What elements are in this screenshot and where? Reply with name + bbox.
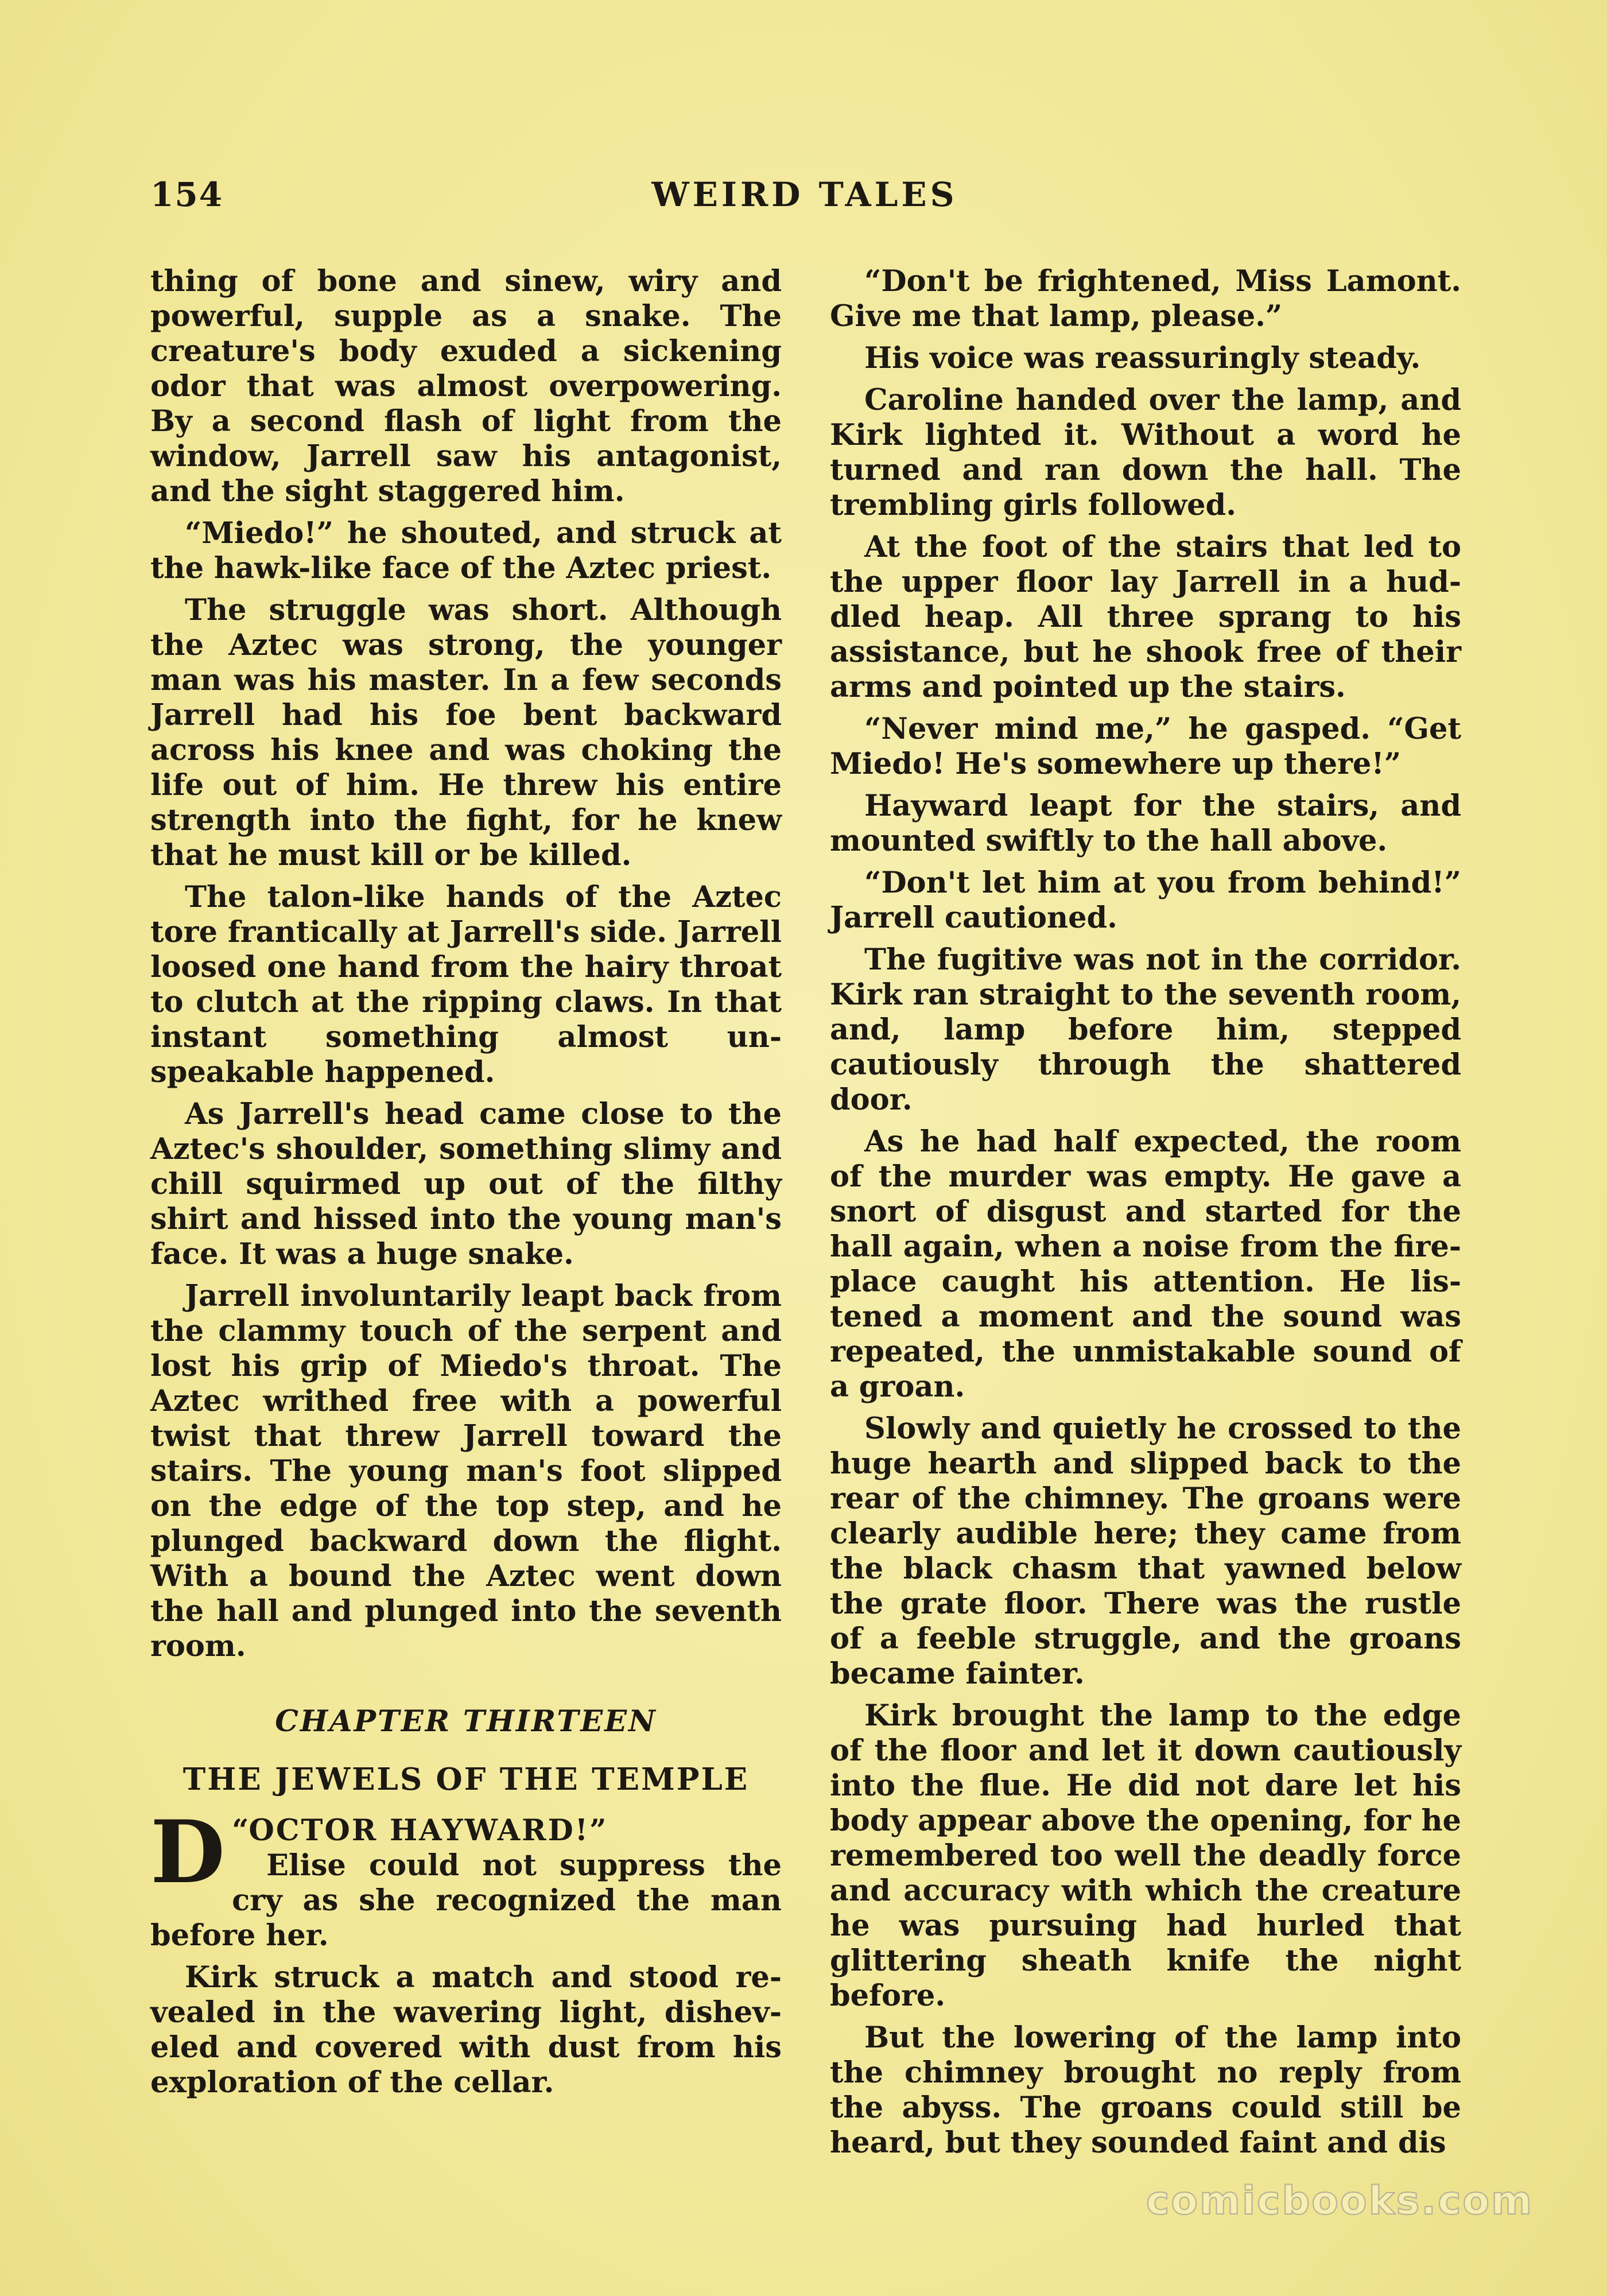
paragraph: Jarrell involuntarily leapt back from the clammy touch of the serpent and lost his grip of Miedo's throat. The Aztec writhed free with a powerful twist that threw Jarrell toward the stairs. The young man's foot slipped on the edge of the top step, and he plunged backward down the flight. With a bound the Aztec went down the hall and plunged into the seventh room.: [150, 1279, 782, 1663]
paragraph: The fugitive was not in the corridor. Kirk ran straight to the seventh room, and, lamp before him, stepped cautiously through the shattered door.: [830, 943, 1461, 1117]
left-column: [150, 264, 782, 2107]
paragraph: Slowly and quietly he crossed to the huge hearth and slipped back to the rear of the chimney. The groans were clearly audible here; they came from the black chasm that yawned below the grate floor. There was the rustle of a feeble struggle, and the groans became fainter.: [830, 1411, 1461, 1691]
chapter-number: CHAPTER THIRTEEN: [275, 1704, 657, 1739]
paragraph: Kirk brought the lamp to the edge of the floor and let it down cautiously into the flue. He did not dare let his body appear above the opening, for he remembered too well the deadly force and accuracy with which the creature he was pursuing had hurled that glittering sheath knife the night before.: [830, 1698, 1461, 2013]
paragraph: “Don't be frightened, Miss Lamont. Give me that lamp, please.”: [830, 264, 1461, 333]
paragraph: The struggle was short. Although the Aztec was strong, the younger man was his master. In a few seconds Jarrell had his foe bent backward across his knee and was choking the life out of him. He threw his entire strength into the fight, for he knew that he must kill or be killed.: [150, 593, 782, 872]
right-column: [830, 264, 1461, 2167]
page-number: 154: [150, 175, 224, 214]
paragraph: Caroline handed over the lamp, and Kirk lighted it. Without a word he turned and ran down the hall. The trembling girls followed.: [830, 383, 1461, 522]
paragraph: Hayward leapt for the stairs, and mounted swiftly to the hall above.: [830, 789, 1461, 858]
paragraph: thing of bone and sinew, wiry and powerful, supple as a snake. The creature's body exuded a sickening odor that was almost overpowering. By a second flash of light from the window, Jarrell saw his antagonist, and the sight staggered him.: [150, 264, 782, 509]
paragraph: “Never mind me,” he gasped. “Get Miedo! He's somewhere up there!”: [830, 712, 1461, 781]
paragraph: Kirk struck a match and stood revealed in the wavering light, disheveled and covered with dust from his exploration of the cellar.: [150, 1960, 782, 2100]
watermark-logo: comicbooks.com: [1146, 2178, 1534, 2224]
running-head: WEIRD TALES: [651, 175, 958, 214]
chapter-title: THE JEWELS OF THE TEMPLE: [183, 1762, 750, 1797]
dropcap-quote: “: [232, 1813, 249, 1848]
dropcap-letter: D: [150, 1802, 226, 1903]
page-header: [150, 175, 1459, 221]
paragraph: As he had half expected, the room of the murder was empty. He gave a snort of disgust and started for the hall again, when a noise from the fireplace caught his attention. He listened a moment and the sound was repeated, the unmistakable sound of a groan.: [830, 1124, 1461, 1404]
paragraph: As Jarrell's head came close to the Aztec's shoulder, something slimy and chill squirmed up out of the filthy shirt and hissed into the young man's face. It was a huge snake.: [150, 1097, 782, 1271]
dropcap-lead-text: OCTOR HAYWARD!”: [249, 1813, 608, 1848]
dropcap-paragraph: [150, 1802, 782, 1953]
paragraph: At the foot of the stairs that led to the upper floor lay Jarrell in a huddled heap. All three sprang to his assistance, but he shook free of their arms and pointed up the stairs.: [830, 530, 1461, 704]
paragraph: “Miedo!” he shouted, and struck at the hawk-like face of the Aztec priest.: [150, 516, 782, 585]
paragraph: But the lowering of the lamp into the chimney brought no reply from the abyss. The groans could still be heard, but they sounded faint and dis: [830, 2020, 1461, 2160]
paragraph: Elise could not suppress the cry as she recognized the man before her.: [150, 1848, 782, 1953]
paragraph: The talon-like hands of the Aztec tore frantically at Jarrell's side. Jarrell loosed one hand from the hairy throat to clutch at the ripping claws. In that instant something almost unspeakable happened.: [150, 880, 782, 1089]
paragraph: His voice was reassuringly steady.: [864, 341, 1421, 375]
paragraph: “Don't let him at you from behind!” Jarrell cautioned.: [830, 866, 1461, 935]
